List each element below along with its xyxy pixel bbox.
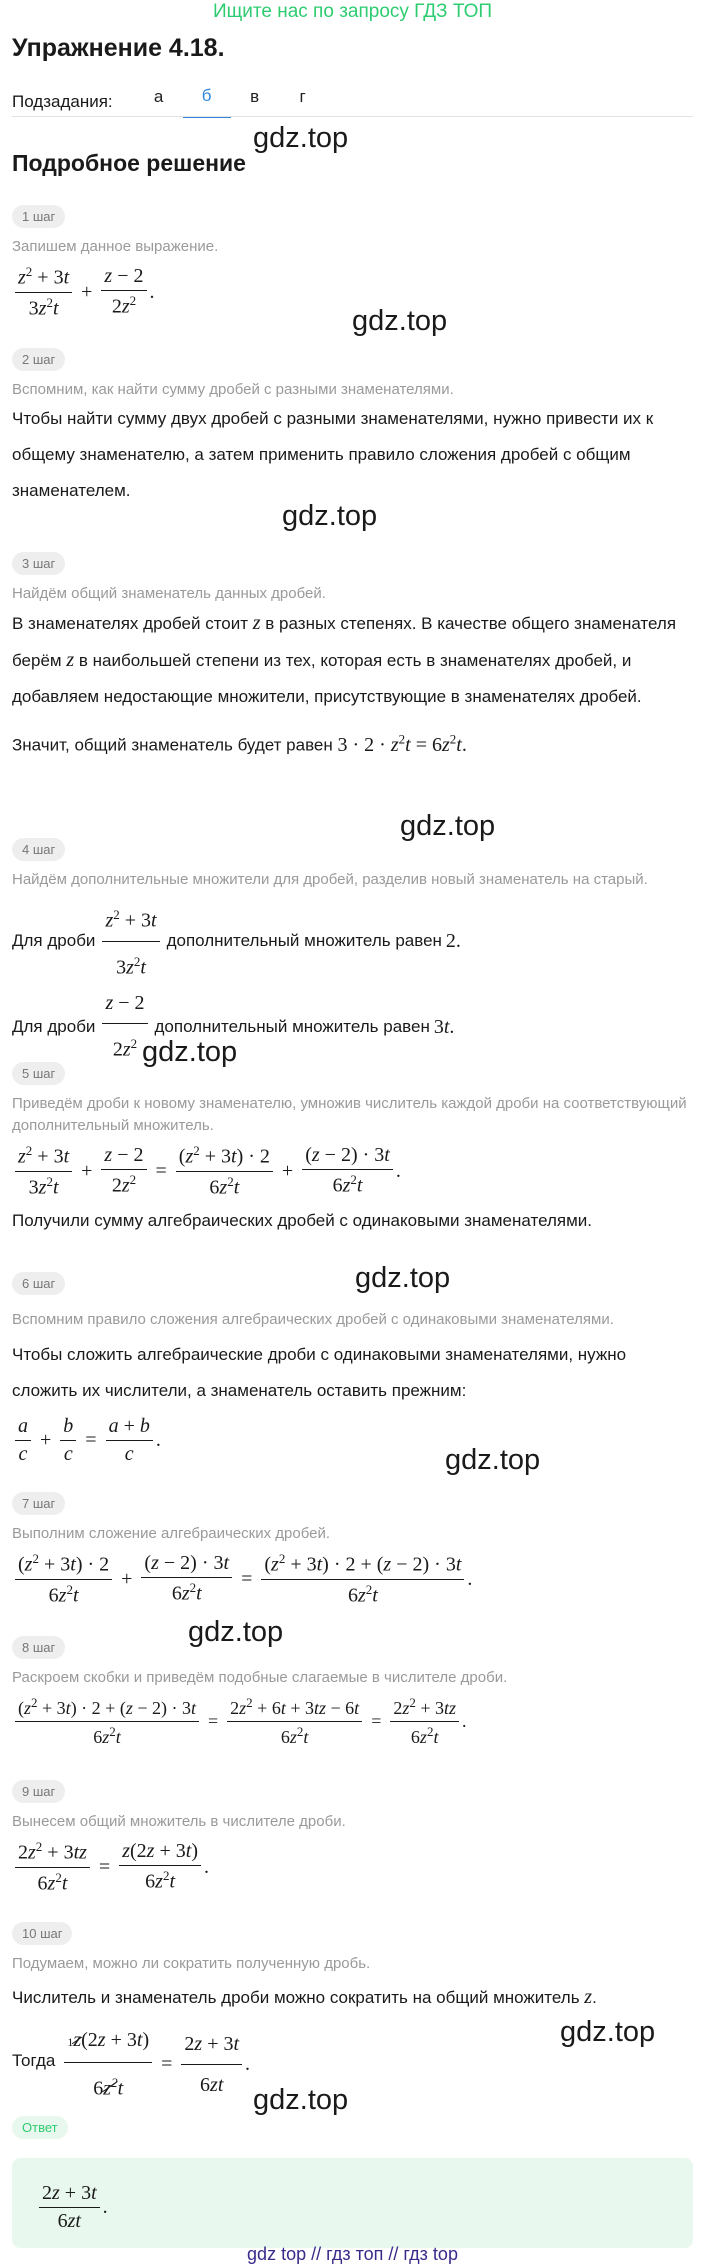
subtasks-label: Подзадания:	[12, 92, 113, 111]
step-badge: 1 шаг	[12, 205, 65, 228]
watermark: gdz.top	[253, 122, 349, 154]
tab-v[interactable]: в	[250, 87, 260, 106]
watermark: gdz.top	[355, 1262, 451, 1294]
step-8	[12, 1636, 693, 1748]
watermark: gdz.top	[560, 2016, 656, 2048]
text-part: Тогда	[12, 2051, 56, 2071]
step-3	[12, 552, 693, 764]
watermark: gdz.top	[253, 2084, 349, 2116]
watermark: gdz.top	[188, 1616, 284, 1648]
step-text: Значит, общий знаменатель будет равен $3 \cdot 2 \cdot z^2t = 6z^2t$.	[12, 731, 467, 756]
top-banner[interactable]: Ищите нас по запросу ГДЗ ТОП	[212, 1, 493, 22]
tab-b[interactable]: б	[183, 86, 231, 118]
step-text: Чтобы найти сумму двух дробей с разными знаменателями, нужно привести их к общему знаменателю, а затем применить правило сложения дробей с общим знаменателем.	[12, 409, 654, 500]
watermark: gdz.top	[282, 500, 378, 532]
step-badge: 3 шаг	[12, 552, 65, 575]
step-badge: 6 шаг	[12, 1272, 65, 1295]
step-badge: 2 шаг	[12, 348, 65, 371]
formula: $\frac{(z^2 + 3t) \cdot 2 + (z - 2) \cdot 3t}{6z^2t}$ = $\frac{2z^2 + 6t + 3tz - 6t}{6z^2t}$ = $\frac{2z^2 + 3tz}{6z^2t}$ .	[12, 1695, 693, 1748]
step-text: Числитель и знаменатель дроби можно сократить на общий множитель z.	[12, 1986, 597, 2008]
step-note: Раскроем скобки и приведём подобные слагаемые в числителе дроби.	[12, 1669, 508, 1686]
answer-box	[12, 2158, 693, 2248]
step-note: Приведём дроби к новому знаменателю, умножив числитель каждой дроби на соответствующий дополнительный множитель.	[12, 1095, 687, 1134]
step-6	[12, 1272, 693, 1466]
step-note: Найдём дополнительные множители для дробей, разделив новый знаменатель на старый.	[12, 871, 648, 888]
step-note: Запишем данное выражение.	[12, 238, 219, 255]
step-text: Чтобы сложить алгебраические дроби с одинаковыми знаменателями, нужно сложить их числители, а знаменатель оставить прежним:	[12, 1345, 627, 1400]
step-note: Выполним сложение алгебраических дробей.	[12, 1525, 331, 1542]
text-part: дополнительный множитель равен	[154, 1016, 430, 1036]
formula: $\frac{z^2 + 3t}{3z^2t}$ + $\frac{z - 2}{2z^2}$ .	[12, 264, 693, 320]
step-text: Получили сумму алгебраических дробей с одинаковыми знаменателями.	[12, 1211, 593, 1231]
step-9	[12, 1780, 693, 1895]
watermark: gdz.top	[352, 305, 448, 337]
step-badge: 10 шаг	[12, 1922, 72, 1945]
text-part: Для дроби	[12, 1016, 96, 1036]
subtasks-bar	[12, 86, 327, 118]
step-text: В знаменателях дробей стоит z в разных степенях. В качестве общего знаменателя берём z в наибольшей степени из тех, которая есть в знаменателях дробей, и добавляем недостающие множители, присутствующие в знаменателях дробей.	[12, 612, 677, 706]
step-badge: 8 шаг	[12, 1636, 65, 1659]
step-note: Вынесем общий множитель в числителе дроби.	[12, 1813, 346, 1830]
answer-formula: $\frac{2z + 3t}{6zt}$ .	[36, 2182, 108, 2233]
step-badge: 7 шаг	[12, 1492, 65, 1515]
formula: $\frac{(z^2 + 3t) \cdot 2}{6z^2t}$ + $\frac{(z - 2) \cdot 3t}{6z^2t}$ = $\frac{(z^2 + 3t) \cdot 2 + (z - 2) \cdot 3t}{6z^2t}$ .	[12, 1551, 693, 1607]
tab-g[interactable]: г	[299, 87, 306, 106]
step-1	[12, 205, 693, 320]
step-note: Вспомним правило сложения алгебраических дробей с одинаковыми знаменателями.	[12, 1311, 614, 1328]
watermark: gdz.top	[142, 1036, 238, 1068]
step-7	[12, 1492, 693, 1607]
answer-section	[12, 2116, 693, 2139]
tab-a[interactable]: а	[153, 87, 164, 106]
text-part: Числитель и знаменатель дроби можно сократить на общий множитель	[12, 1988, 580, 2007]
step-badge: 4 шаг	[12, 838, 65, 861]
step-text: Тогда $\frac{1z(2z + 3t)}{6z^2t}$ = $\frac{2z + 3t}{6zt}$ .	[12, 2016, 693, 2107]
watermark: gdz.top	[400, 810, 496, 842]
formula: $\frac{a}{c}$ + $\frac{b}{c}$ = $\frac{a + b}{c}$ .	[12, 1415, 693, 1466]
step-10	[12, 1922, 693, 2107]
step-4	[12, 838, 693, 1068]
section-title: Подробное решение	[12, 150, 246, 176]
answer-badge: Ответ	[12, 2116, 68, 2139]
text-part: в разных степенях. В качестве общего знаменателя берём	[12, 614, 677, 670]
step-note: Найдём общий знаменатель данных дробей.	[12, 585, 326, 602]
step-badge: 5 шаг	[12, 1062, 65, 1085]
formula: $\frac{2z^2 + 3tz}{6z^2t}$ = $\frac{z(2z + 3t)}{6z^2t}$ .	[12, 1839, 693, 1895]
page-title: Упражнение 4.18.	[12, 34, 225, 62]
step-badge: 9 шаг	[12, 1780, 65, 1803]
step-2	[12, 348, 693, 509]
text-part: Значит, общий знаменатель будет равен	[12, 735, 333, 755]
subtasks-divider	[12, 116, 693, 117]
formula: $\frac{z^2 + 3t}{3z^2t}$ + $\frac{z - 2}{2z^2}$ = $\frac{(z^2 + 3t) \cdot 2}{6z^2t}$ + $\frac{(z - 2) \cdot 3t}{6z^2t}$ .	[12, 1143, 693, 1199]
footer-links[interactable]: gdz top // гдз топ // гдз top	[247, 2244, 458, 2264]
text-part: в наибольшей степени из тех, которая есть в знаменателях дробей, и добавляем недостающие множители, присутствующие в знаменателях дробей.	[12, 651, 642, 706]
text-part: В знаменателях дробей стоит	[12, 614, 249, 633]
step-note: Подумаем, можно ли сократить полученную дробь.	[12, 1955, 371, 1972]
watermark: gdz.top	[445, 1444, 541, 1476]
text-part: дополнительный множитель равен	[166, 931, 442, 951]
step-note: Вспомним, как найти сумму дробей с разными знаменателями.	[12, 381, 454, 398]
step-text: Для дроби $\frac{z - 2}{2z^2}$ дополнительный множитель равен 3t.	[12, 985, 693, 1068]
text-part: Для дроби	[12, 931, 96, 951]
step-5	[12, 1062, 693, 1239]
step-text: Для дроби $\frac{z^2 + 3t}{3z^2t}$ дополнительный множитель равен 2.	[12, 897, 693, 985]
